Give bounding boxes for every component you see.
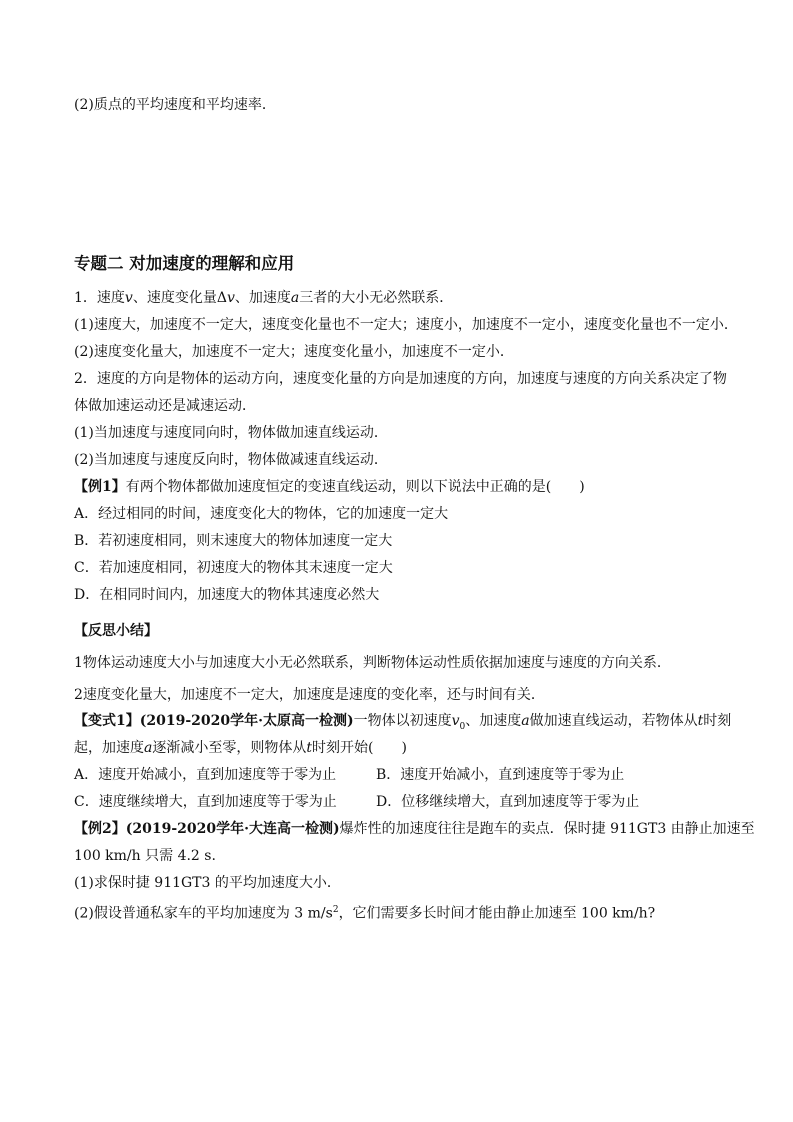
example-2-line-1: 【例2】(2019-2020学年·大连高一检测)爆炸性的加速度往往是跑车的卖点．保时捷 911GT3 由静止加速至 — [74, 821, 755, 837]
point-2-line-1: 2．速度的方向是物体的运动方向，速度变化量的方向是加速度的方向，加速度与速度的方向关系决定了物 — [74, 371, 727, 387]
section-title: 专题二 对加速度的理解和应用 — [74, 254, 295, 273]
variant-1-option-a: A．速度开始减小，直到加速度等于零为止 — [74, 767, 337, 783]
example-1-label: 【例1】 — [74, 479, 126, 495]
example-1-option-d: D．在相同时间内，加速度大的物体其速度必然大 — [74, 587, 380, 603]
variant-1-options-row-2 — [74, 793, 724, 811]
variant-1-label: 【变式1】 — [74, 713, 140, 729]
point-1: 1．速度v、速度变化量Δv、加速度a三者的大小无必然联系． — [74, 290, 454, 306]
variant-1-line-2: 起，加速度a逐渐减小至零，则物体从t时刻开始( ) — [74, 740, 407, 756]
variant-1-option-b: B．速度开始减小，直到速度等于零为止 — [376, 767, 625, 783]
example-2-sub-2: (2)假设普通私家车的平均加速度为 3 $m/s^2$，它们需要多长时间才能由静止加速至 100 km/h? — [74, 905, 656, 922]
example-2-sub-1: (1)求保时捷 911GT3 的平均加速度大小． — [74, 875, 341, 891]
example-2-label: 【例2】 — [74, 821, 126, 837]
point-2-line-2: 体做加速运动还是减速运动． — [74, 398, 256, 414]
point-1-sub-1: (1)速度大，加速度不一定大，速度变化量也不一定大；速度小，加速度不一定小，速度变化量也不一定小． — [74, 317, 738, 333]
variant-1-source: (2019-2020学年·太原高一检测) — [139, 713, 354, 729]
example-1-option-b: B．若初速度相同，则末速度大的物体加速度一定大 — [74, 533, 393, 549]
point-1-sub-2: (2)速度变化量大，加速度不一定大；速度变化量小，加速度不一定小． — [74, 344, 514, 360]
intro-line: (2)质点的平均速度和平均速率． — [74, 97, 276, 113]
variant-1-options-row-1 — [74, 766, 724, 784]
example-2-line-2: 100 km/h 只需 4.2 s. — [74, 848, 216, 864]
reflection-line-2: 2速度变化量大，加速度不一定大，加速度是速度的变化率，还与时间有关． — [74, 687, 545, 703]
variant-1-line-1: 【变式1】(2019-2020学年·太原高一检测)一物体以初速度$v_0$、加速度a做加速直线运动，若物体从t时刻 — [74, 713, 732, 732]
example-2-source: (2019-2020学年·大连高一检测) — [125, 821, 340, 837]
point-2-sub-2: (2)当加速度与速度反向时，物体做减速直线运动． — [74, 452, 388, 468]
reflection-line-1: 1物体运动速度大小与加速度大小无必然联系，判断物体运动性质依据加速度与速度的方向关系． — [74, 655, 671, 671]
example-1-option-c: C．若加速度相同，初速度大的物体其末速度一定大 — [74, 560, 393, 576]
example-1-option-a: A．经过相同的时间，速度变化大的物体，它的加速度一定大 — [74, 506, 449, 522]
variant-1-option-d: D．位移继续增大，直到加速度等于零为止 — [376, 794, 640, 810]
example-1-question: 【例1】有两个物体都做加速度恒定的变速直线运动，则以下说法中正确的是( ) — [74, 479, 585, 495]
reflection-title: 【反思小结】 — [74, 623, 158, 639]
variant-1-option-c: C．速度继续增大，直到加速度等于零为止 — [74, 794, 337, 810]
point-2-sub-1: (1)当加速度与速度同向时，物体做加速直线运动． — [74, 425, 388, 441]
